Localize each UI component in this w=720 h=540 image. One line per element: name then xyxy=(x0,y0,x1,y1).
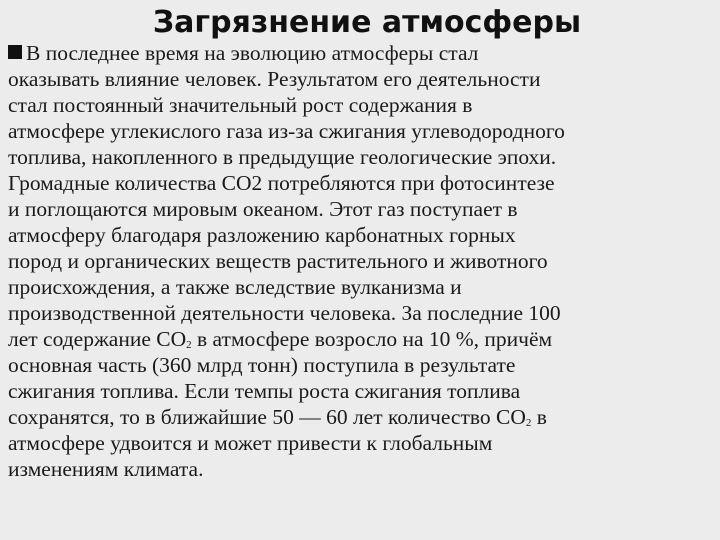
slide-title: Загрязнение атмосферы xyxy=(152,5,582,40)
line-text: сохранятся, то в ближайшие 50 — 60 лет количество СО xyxy=(8,405,526,429)
slide-body-text xyxy=(8,40,716,482)
subscript-2: 2 xyxy=(186,339,192,351)
text-line-7: и поглощаются мировым океаном. Этот газ поступает в xyxy=(8,197,518,221)
text-line-8: атмосферу благодаря разложению карбонатных горных xyxy=(8,223,516,247)
bullet-square-icon xyxy=(8,45,22,59)
text-line-5: топлива, накопленного в предыдущие геологические эпохи. xyxy=(8,145,557,169)
text-line-17: изменениям климата. xyxy=(8,457,204,481)
text-line-15 xyxy=(8,404,716,430)
text-line-6: Громадные количества СО2 потребляются при фотосинтезе xyxy=(8,171,555,195)
line-text: В последнее время на эволюцию атмосферы стал xyxy=(26,41,479,65)
subscript-2: 2 xyxy=(525,417,532,429)
line-text: лет содержание СО xyxy=(8,327,187,351)
line-text: в xyxy=(531,405,547,429)
text-line-11: производственной деятельности человека. За последние 100 xyxy=(8,301,561,325)
text-line-13: основная часть (360 млрд тонн) поступила в результате xyxy=(8,353,516,377)
text-line-16: атмосфере удвоится и может привести к глобальным xyxy=(8,431,493,455)
text-line-12 xyxy=(8,326,716,352)
text-line-3: стал постоянный значительный рост содержания в xyxy=(8,93,473,117)
text-line-4: атмосфере углекислого газа из-за сжигания углеводородного xyxy=(8,119,565,143)
text-line-14: сжигания топлива. Если темпы роста сжигания топлива xyxy=(8,379,521,403)
line-text: в атмосфере возросло на 10 %, причём xyxy=(191,327,553,351)
text-line-10: происхождения, а также вследствие вулканизма и xyxy=(8,275,462,299)
text-line-9: пород и органических веществ растительного и животного xyxy=(8,249,548,273)
text-line-2: оказывать влияние человек. Результатом его деятельности xyxy=(8,67,541,91)
text-line-1 xyxy=(8,40,716,66)
